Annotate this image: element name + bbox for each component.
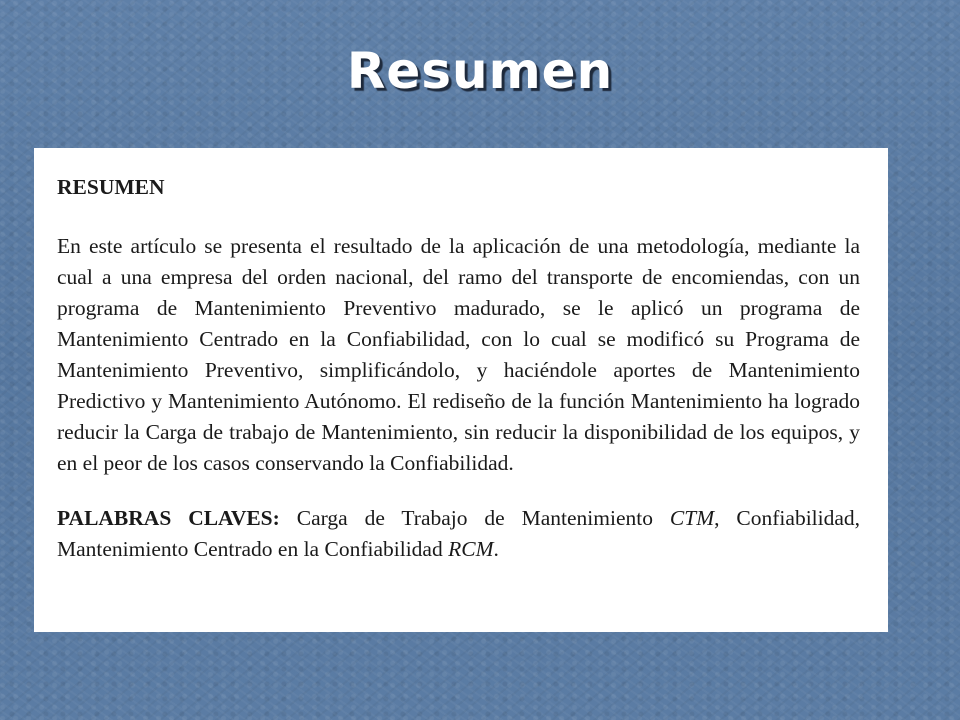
slide-title: Resumen <box>346 42 614 100</box>
keywords-end: . <box>493 537 499 561</box>
keywords-label: PALABRAS CLAVES: <box>57 506 280 530</box>
document-heading: RESUMEN <box>57 175 165 199</box>
keyword-abbreviation: RCM <box>448 537 494 561</box>
keywords-text: Carga de Trabajo de Mantenimiento <box>296 506 653 530</box>
document-image <box>34 148 888 632</box>
keywords-paragraph <box>57 503 860 565</box>
keyword-abbreviation: CTM <box>669 506 715 530</box>
keywords-text: , Confiabilidad, Mantenimiento Centrado en la Confiabilidad <box>57 506 861 561</box>
document-body: En este artículo se presenta el resultado de la aplicación de una metodología, mediante la cual a una empresa del orden nacional, del ramo del transporte de encomiendas, con un programa de Mantenimiento Preventivo madurado, se le aplicó un programa de Mantenimiento Centrado en la Confiabilidad, con lo cual se modificó su Programa de Mantenimiento Preventivo, simplificándolo, y haciéndole aportes de Mantenimiento Predictivo y Mantenimiento Autónomo. El rediseño de la función Mantenimiento ha logrado reducir la Carga de trabajo de Mantenimiento, sin reducir la disponibilidad de los equipos, y en el peor de los casos conservando la Confiabilidad. <box>57 234 860 475</box>
